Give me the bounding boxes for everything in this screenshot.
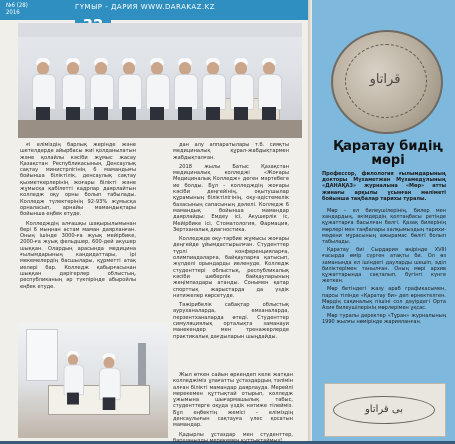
paragraph: Жыл өткен сайын өркендеп келе жатқан колледжіміз ұлағатты ұстаздардың тәлімін алған білікті мамандар даярлауда. Мерейлі мерекемен құттықтай отырып, колледж ұжымына шығармашылық табыс, студенттерге оқуда үздік нәтиже тілейміз. Бұл еңбектің жемісі – еліміздің денсаулығын сақтауға үлес қосатын мамандар. [173, 372, 293, 429]
group-photo [18, 23, 302, 138]
photo-person [258, 62, 280, 120]
photo-person [118, 62, 140, 120]
paragraph: 2018 жылы Батыс Қазақстан медициналық колледжі «Жоғары Медициналық Колледж» деген мәртебеге ие болды. Бұл – колледждің жоғары кәсіби деңгейінің, оқытушылар құрамының біліктілігінің, оқу-әдістемелік базасының сапасының дәлелі. Колледж 6 мамандық бойынша мамандар даярлайды: Емдеу ісі, Акушерлік іс, Мейірбике ісі, Стоматология, Фармация, Зертханалық диагностика. [173, 163, 289, 233]
photo-person [64, 354, 83, 403]
paragraph: Қадырлы ұстаздар мен студенттер, баршаңызды мерекемен құттықтаймыз! [173, 431, 293, 444]
photo-person [99, 357, 119, 409]
paragraph: дан алу аппаратылары т.б. сияқты медициналық құрал-жабдықтармен жабдықталған. [173, 142, 289, 161]
seal-imprint-script: ﺑﻰ ﻗﺮﺍﺗﺎﻭ [364, 404, 404, 415]
photo-person [90, 62, 112, 120]
article-lead: Профессор, филология ғылымдарының докторы Мұхаметжан Мұхамедұлының «ДАНАҚАЗ» журналына «Мөр» атты жинағы арқылы ұсынған мәліметі бойынша таңбалар тарихы туралы. [322, 171, 446, 202]
article-column-b [173, 142, 289, 362]
paragraph: Мөр бетіндегі жазу араб графикасымен, парсы тілінде «Қаратау би» деп өрнектелген. Мөрдің сақиналық пішіні сол дәуірдегі Орта Азия билеушілерінің мөрлерімен ұқсас. [322, 286, 446, 312]
issue-info [6, 2, 40, 16]
issue-number: №6 (28) [6, 2, 28, 9]
photo-floor [18, 120, 302, 138]
photo-person [32, 62, 54, 120]
paragraph: Колледжде оқу-тәрбие жұмысы жоғары деңгейде ұйымдастырылған. Студенттер түрлі конференцияларға, олимпиадаларға, байқауларға қатысып, жүлделі орындарды иеленуде. Колледж студенттері облыстық, республикалық кәсіби шеберлік байқауларының жеңімпаздары атанды. Сонымен қатар спорттық жарыстарда да үздік нәтижелер көрсетуде. [173, 236, 289, 299]
seal-imprint-image [324, 383, 446, 437]
photo-person [202, 62, 224, 120]
paragraph: Тәжірибелік сабақтар облыстық ауруханаларда, емханаларда, перзентханаларда өтеді. Студенттер симуляциялық орталықта заманауи манекендер мен тренажерлерде практикалық дағдыларын шыңдайды. [173, 302, 289, 340]
photo-wall-bar [18, 23, 302, 37]
photo-person [62, 62, 84, 120]
classroom-photo [18, 323, 168, 438]
seal-coin-inscription: ﻗﺮﺍﺗﺎﻭ [369, 72, 401, 87]
photo-person [230, 62, 252, 120]
paragraph: ғі еліміздің барлық жерінде және шетелдерде айырбасы жиі қолданылатын және қолайлы кәсіби жұмыс жасау Қазақстан Республикасының Денсаулық сақтау министрлігінің 6 мамандығы бойынша біліктілік, денсаулық сақтау қызметкерлерінің жоғары білікті және жұмысқа қабілетті кадрлар даярлайтын колледж оқу орны болып табылады. Колледж түлектерінің 92-93% жұмысқа орналасып, арнайы мамандықтары бойынша еңбек етуде. [20, 142, 136, 218]
article-title: Қаратау бидің мөрі [333, 139, 443, 168]
paragraph: Мөр – ел билеушілерінің, билер мен хандардың, әкімдердің қолтаңбасы ретінде құжаттарға басылған белгі. Қазақ билерінің мөрлері мен таңбалары халқымыздың тарихи-мәдени мұрасының ажырамас бөлігі болып табылады. [322, 208, 446, 246]
article-column-c [173, 372, 293, 444]
paragraph: Колледждің алғашқы шақырылымынан бері 6 мыңнан астам маман даярланған. Оның ішінде 3000-ға жуық мейірбике, 2000-ға жуық фельдшер, 600-дей акушер шыққан. Олардың арасында медицина ғылымдарының кандидаттары, ірі мекемелердің басшылары, құрметті атақ иелері бар. Колледж қабырғасынан шыққан дәрігерлер облыстың, республиканың әр түкпірінде абыройлы еңбек етуде. [20, 220, 136, 290]
photo-window [26, 329, 58, 381]
article-column-a [20, 142, 136, 318]
photo-person [146, 62, 168, 120]
paragraph: Қаратау биі Сырдария өңірінде XVIII ғасырда өмір сүрген атақты би. Ол өз заманында ел ішіндегі дауларды шешіп, әділ биліктерімен танылған. Оның мөрі архив құжаттарында сақталып, бүгінгі күнге жеткен. [322, 247, 446, 285]
article-body [322, 208, 446, 376]
issue-year: 2016 [6, 9, 20, 16]
photo-person [174, 62, 196, 120]
paragraph: Мөр туралы деректер «Тұран» журналының 1990 жылғы нөмірінде жарияланған. [322, 313, 446, 326]
masthead: ГҮМЫР - ДАРИЯ WWW.DARAKAZ.KZ [75, 3, 216, 11]
